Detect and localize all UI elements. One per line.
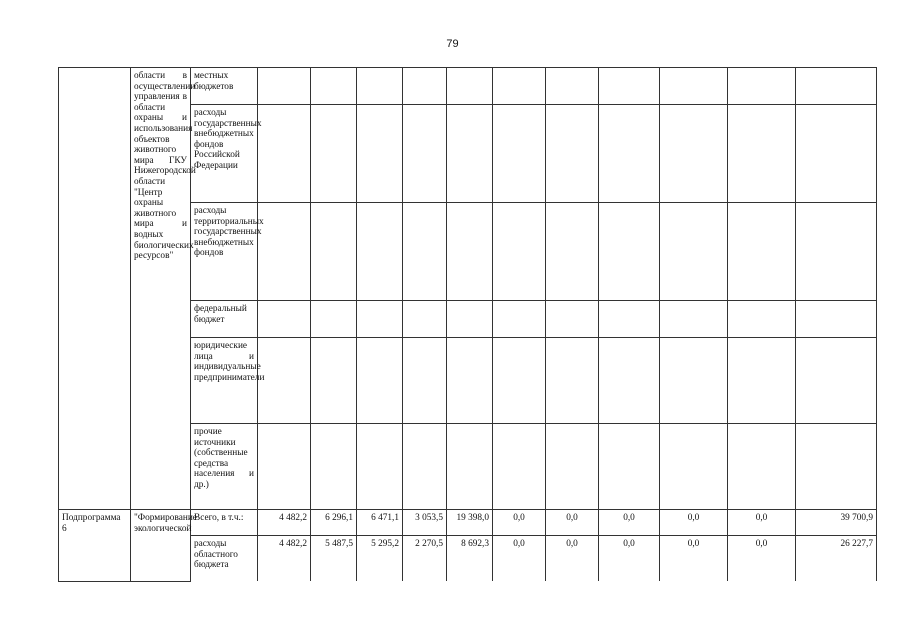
value-cell: 2 270,5: [403, 536, 447, 582]
budget-table: [58, 67, 877, 582]
value-cell: 0,0: [599, 510, 660, 536]
table-row: [59, 68, 877, 105]
source-label: расходы территориальных государственных внебюджетных фондов: [191, 203, 258, 301]
value-cell-total: 39 700,9: [796, 510, 877, 536]
value-cell: 0,0: [660, 536, 728, 582]
subprogram-code: Подпрограмма 6: [59, 510, 131, 582]
value-cell: 6 296,1: [311, 510, 357, 536]
value-cell: 19 398,0: [447, 510, 493, 536]
value-cell: 0,0: [660, 510, 728, 536]
value-cell: 0,0: [599, 536, 660, 582]
value-cell: 0,0: [493, 536, 546, 582]
value-cell: 0,0: [728, 510, 796, 536]
subprogram-name: "Формирование экологической: [131, 510, 191, 582]
value-cell: 0,0: [728, 536, 796, 582]
value-cell: 4 482,2: [258, 536, 311, 582]
value-cell: 0,0: [546, 536, 599, 582]
table-row: [59, 510, 877, 536]
source-label: местных бюджетов: [191, 68, 258, 105]
program-cell-empty: [59, 68, 131, 510]
value-cell: 0,0: [546, 510, 599, 536]
value-cell-total: 26 227,7: [796, 536, 877, 582]
value-cell: 5 487,5: [311, 536, 357, 582]
row-label: Всего, в т.ч.:: [191, 510, 258, 536]
value-cell: 0,0: [493, 510, 546, 536]
program-description-cell: области в осуществлении управления в области охраны и использования объектов животного мира ГКУ Нижегородской области "Центр охраны животного мира и водных биологических ресурсов": [131, 68, 191, 510]
value-cell: 6 471,1: [357, 510, 403, 536]
row-label: расходы областного бюджета: [191, 536, 258, 582]
value-cell: 4 482,2: [258, 510, 311, 536]
source-label: расходы государственных внебюджетных фондов Российской Федерации: [191, 105, 258, 203]
source-label: прочие источники (собственные средства населения и др.): [191, 424, 258, 510]
value-cell: 3 053,5: [403, 510, 447, 536]
source-label: юридические лица и индивидуальные предприниматели: [191, 338, 258, 424]
source-label: федеральный бюджет: [191, 301, 258, 338]
value-cell: 5 295,2: [357, 536, 403, 582]
page-number: 79: [446, 38, 459, 50]
value-cell: 8 692,3: [447, 536, 493, 582]
